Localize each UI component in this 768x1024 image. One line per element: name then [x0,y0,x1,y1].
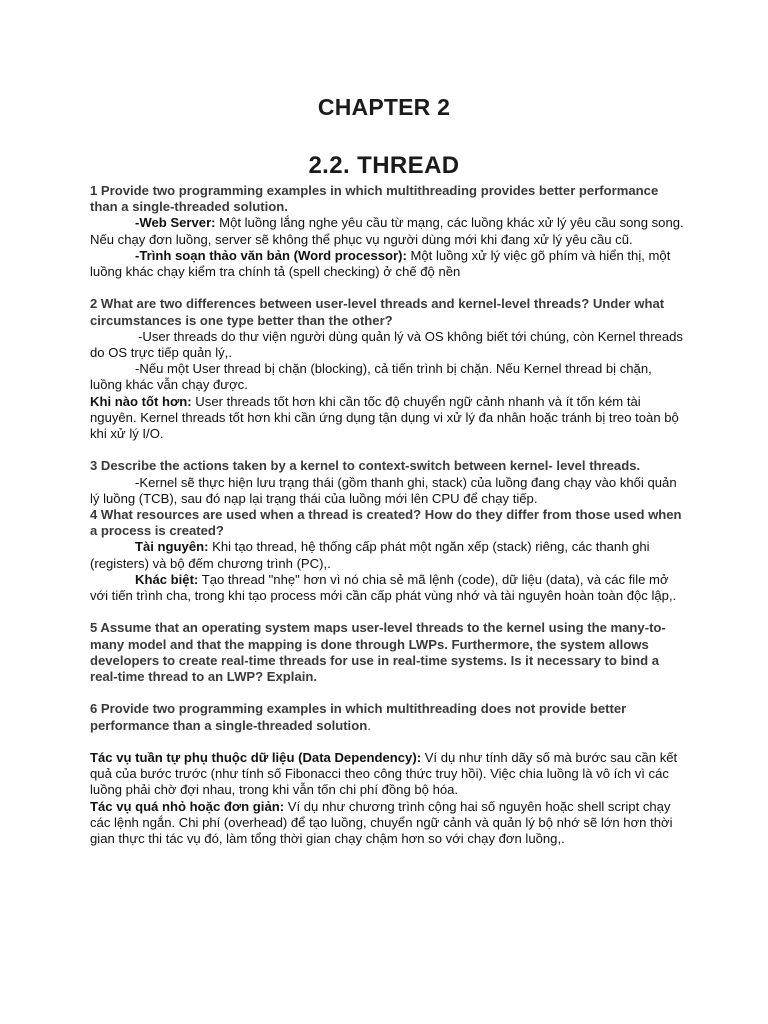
answer-label: -Web Server: [135,215,216,231]
section-title: 2.2. THREAD [308,152,460,179]
answer-text: Khi tạo thread, hệ thống cấp phát một ngăn xếp (stack) riêng, các thanh ghi (registers) và bộ đếm chương trình (PC),. [90,539,650,571]
answer-2-when-better [90,394,684,443]
answer-2-difference-2: -Nếu một User thread bị chặn (blocking), cả tiến trình bị chặn. Nếu Kernel thread bị chặn, luồng khác vẫn chạy được. [90,361,652,393]
question-3: 3 Describe the actions taken by a kernel to context-switch between kernel- level threads. [90,458,641,474]
question-6 [90,701,684,733]
answer-label: Tài nguyên: [135,539,209,555]
answer-4-difference [90,572,684,604]
answer-label: Khi nào tốt hơn: [90,393,192,409]
answer-6-small-task [90,799,684,848]
answer-text: User threads tốt hơn khi cần tốc độ chuyển ngữ cảnh nhanh và ít tốn kém tài nguyên. Kernel threads tốt hơn khi cần ứng dụng tận dụng vi xử lý đa nhân hoặc tránh bị treo toàn bộ khi xử lý I/O. [90,393,679,442]
question-5: 5 Assume that an operating system maps user-level threads to the kernel using the many-to-many model and that the mapping is done through LWPs. Furthermore, the system allows developers to create real-time threads for use in real-time systems. Is it necessary to bind a real-time thread to an LWP? Explain. [90,620,666,685]
question-1: 1 Provide two programming examples in which multithreading provides better performance than a single-threaded solution. [90,183,659,215]
answer-text: Một luồng lắng nghe yêu cầu từ mạng, các luồng khác xử lý yêu cầu song song. Nếu chạy đơn luồng, server sẽ không thể phục vụ người dùng mới khi đang xử lý yêu cầu cũ. [90,215,684,247]
spacer [90,442,684,458]
answer-text: Ví dụ như tính dãy số mà bước sau cần kết quả của bước trước (như tính số Fibonacci theo công thức truy hồi). Việc chia luồng là vô ích vì các luồng phải chờ đợi nhau, trong khi vẫn tốn chi phí đồng bộ hóa. [90,750,678,798]
answer-text: Tạo thread "nhẹ" hơn vì nó chia sẻ mã lệnh (code), dữ liệu (data), và các file mở với tiến trình cha, trong khi tạo process mới cần cấp phát vùng nhớ và tài nguyên hoàn toàn độc lập,. [90,571,677,604]
answer-label: Khác biệt: [135,571,199,587]
answer-3: -Kernel sẽ thực hiện lưu trạng thái (gồm thanh ghi, stack) của luồng đang chạy vào khối quản lý luồng (TCB), sau đó nạp lại trạng thái của luồng mới lên CPU để chạy tiếp. [90,474,677,506]
answer-4-resources [90,539,684,571]
spacer [90,280,684,296]
answer-label: Tác vụ quá nhỏ hoặc đơn giản: [90,798,285,814]
answer-6-data-dependency [90,750,684,799]
answer-text: Một luồng xử lý việc gõ phím và hiển thị, một luồng khác chạy kiểm tra chính tả (spell checking) ở chế độ nền [90,247,671,280]
document-body [90,183,684,847]
spacer [90,685,684,701]
answer-label: Tác vụ tuần tự phụ thuộc dữ liệu (Data Dependency): [90,750,422,766]
answer-2-difference-1: -User threads do thư viện người dùng quản lý và OS không biết tới chúng, còn Kernel threads do OS trực tiếp quản lý,. [90,328,683,361]
answer-1-web-server [90,215,684,247]
chapter-title: CHAPTER 2 [317,94,451,120]
question-text: 6 Provide two programming examples in which multithreading does not provide better performance than a single-threaded solution [90,701,627,733]
answer-text: Ví dụ như chương trình cộng hai số nguyên hoặc shell script chạy các lệnh ngắn. Chi phí (overhead) để tạo luồng, chuyển ngữ cảnh và quản lý bộ nhớ sẽ lớn hơn thời gian thực thi tác vụ đó, làm tổng thời gian chạy chậm hơn so với chạy đơn luồng,. [90,798,673,847]
question-end: . [367,717,371,733]
question-2: 2 What are two differences between user-level threads and kernel-level threads? Under what circumstances is one type better than the other? [90,296,665,328]
spacer [90,604,684,620]
spacer [90,734,684,750]
answer-label: -Trình soạn thảo văn bản (Word processor): [135,247,407,263]
question-4: 4 What resources are used when a thread is created? How do they differ from those used when a process is created? [90,507,682,539]
answer-1-word-processor [90,248,684,280]
